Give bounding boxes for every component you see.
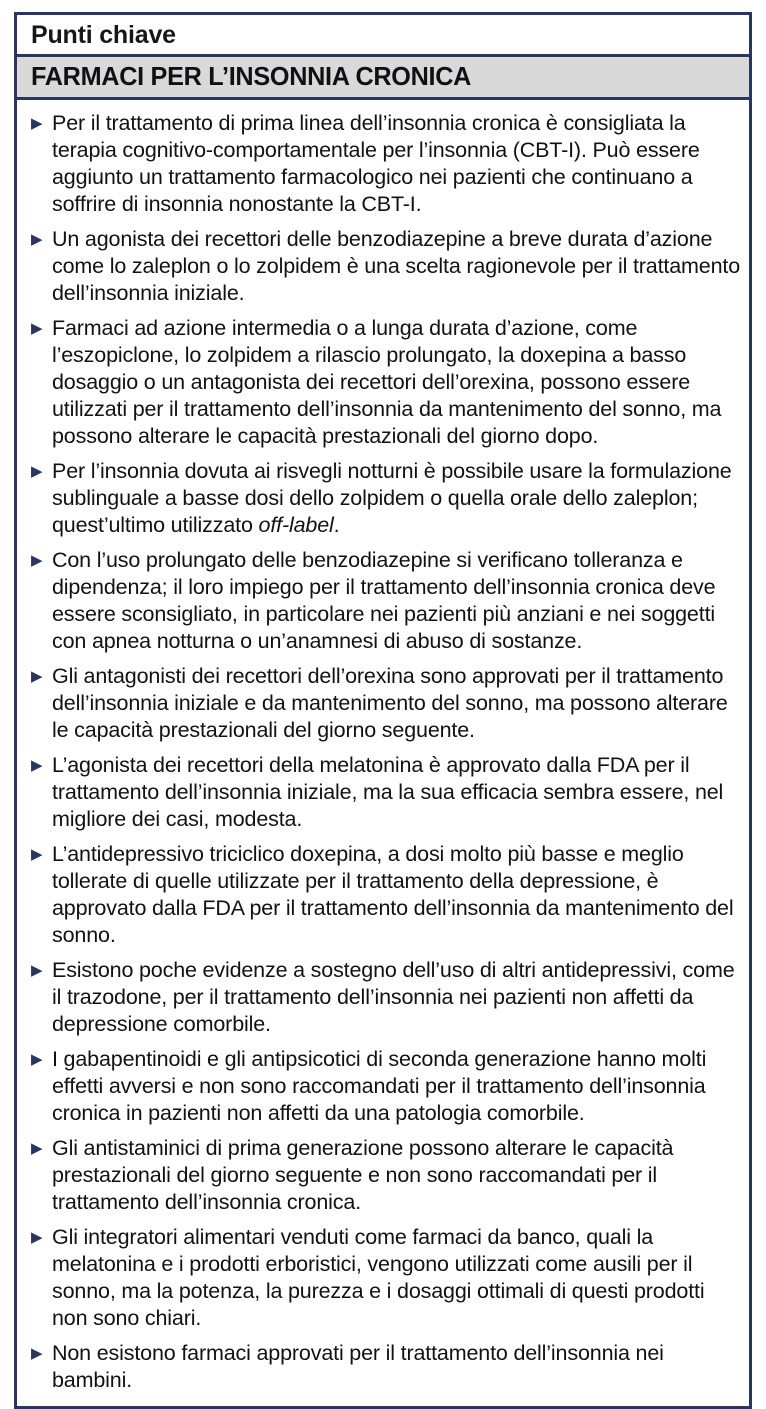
list-item-text: Farmaci ad azione intermedia o a lunga durata d’azione, come l’eszopiclone, lo zolpidem a rilascio prolungato, la doxepina a basso dosaggio o un antagonista dei recettori dell’orexina, possono essere utilizzati per il trattamento dell’insonnia da mantenimento del sonno, ma possono alterare le capacità prestazionali del giorno dopo.: [52, 316, 722, 449]
triangle-bullet-icon: ▶: [31, 1140, 43, 1158]
key-points-list: [17, 100, 749, 1406]
triangle-bullet-icon: ▶: [31, 552, 43, 570]
triangle-bullet-icon: ▶: [31, 1051, 43, 1069]
list-item-text: Un agonista dei recettori delle benzodiazepine a breve durata d’azione come lo zaleplon o lo zolpidem è una scelta ragionevole per il trattamento dell’insonnia iniziale.: [52, 227, 741, 306]
section-heading-band: [17, 54, 749, 100]
triangle-bullet-icon: ▶: [31, 846, 43, 864]
triangle-bullet-icon: ▶: [31, 320, 43, 338]
list-item: [28, 1135, 741, 1216]
triangle-bullet-icon: ▶: [31, 463, 43, 481]
list-item-text: Esistono poche evidenze a sostegno dell’uso di altri antidepressivi, come il trazodone, per il trattamento dell’insonnia nei pazienti non affetti da depressione comorbile.: [52, 958, 735, 1037]
list-item-text: Con l’uso prolungato delle benzodiazepine si verificano tolleranza e dipendenza; il loro impiego per il trattamento dell’insonnia cronica deve essere sconsigliato, in particolare nei pazienti più anziani e nei soggetti con apnea notturna o un’anamnesi di abuso di sostanze.: [52, 548, 716, 654]
list-item-text: Gli antagonisti dei recettori dell’orexina sono approvati per il trattamento dell’insonnia iniziale e da mantenimento del sonno, ma possono alterare le capacità prestazionali del giorno seguente.: [52, 664, 728, 743]
list-item-text: Gli antistaminici di prima generazione possono alterare le capacità prestazionali del giorno seguente e non sono raccomandati per il trattamento dell’insonnia cronica.: [52, 1136, 674, 1215]
list-item: [28, 841, 741, 949]
triangle-bullet-icon: ▶: [31, 962, 43, 980]
list-item: [28, 315, 741, 450]
list-item: [28, 1340, 741, 1394]
list-item: [28, 1046, 741, 1127]
triangle-bullet-icon: ▶: [31, 757, 43, 775]
list-item-text: I gabapentinoidi e gli antipsicotici di seconda generazione hanno molti effetti avversi e non sono raccomandati per il trattamento dell’insonnia cronica in pazienti non affetti da una patologia comorbile.: [52, 1047, 707, 1126]
list-item: [28, 752, 741, 833]
triangle-bullet-icon: ▶: [31, 1229, 43, 1247]
list-item-text: L’antidepressivo triciclico doxepina, a dosi molto più basse e meglio tollerate di quelle utilizzate per il trattamento della depressione, è approvato dalla FDA per il trattamento dell’insonnia da mantenimento del sonno.: [52, 842, 734, 948]
emphasis-text: off-label: [258, 513, 334, 538]
key-points-title-row: [17, 15, 749, 54]
list-item-text: Non esistono farmaci approvati per il trattamento dell’insonnia nei bambini.: [52, 1341, 664, 1393]
list-item: [28, 226, 741, 307]
triangle-bullet-icon: ▶: [31, 115, 43, 133]
section-heading: FARMACI PER L’INSONNIA CRONICA: [31, 61, 472, 91]
list-item-text: Per l’insonnia dovuta ai risvegli notturni è possibile usare la formulazione sublinguale a basse dosi dello zolpidem o quella orale dello zaleplon; quest’ultimo utilizzato off-label.: [52, 459, 732, 538]
page-title: Punti chiave: [31, 21, 176, 49]
list-item-text: Gli integratori alimentari venduti come farmaci da banco, quali la melatonina e i prodotti erboristici, vengono utilizzati come ausili per il sonno, ma la potenza, la purezza e i dosaggi ottimali di questi prodotti non sono chiari.: [52, 1225, 705, 1331]
list-item: [28, 547, 741, 655]
list-item: [28, 663, 741, 744]
key-points-box: [14, 12, 752, 1409]
list-item: [28, 957, 741, 1038]
list-item: [28, 1224, 741, 1332]
list-item-text: L’agonista dei recettori della melatonina è approvato dalla FDA per il trattamento dell’insonnia iniziale, ma la sua efficacia sembra essere, nel migliore dei casi, modesta.: [52, 753, 724, 832]
list-item: [28, 110, 741, 218]
list-item: [28, 458, 741, 539]
triangle-bullet-icon: ▶: [31, 231, 43, 249]
triangle-bullet-icon: ▶: [31, 1345, 43, 1363]
triangle-bullet-icon: ▶: [31, 668, 43, 686]
list-item-text: Per il trattamento di prima linea dell’insonnia cronica è consigliata la terapia cognitivo-comportamentale per l’insonnia (CBT-I). Può essere aggiunto un trattamento farmacologico nei pazienti che continuano a soffrire di insonnia nonostante la CBT-I.: [52, 111, 700, 217]
